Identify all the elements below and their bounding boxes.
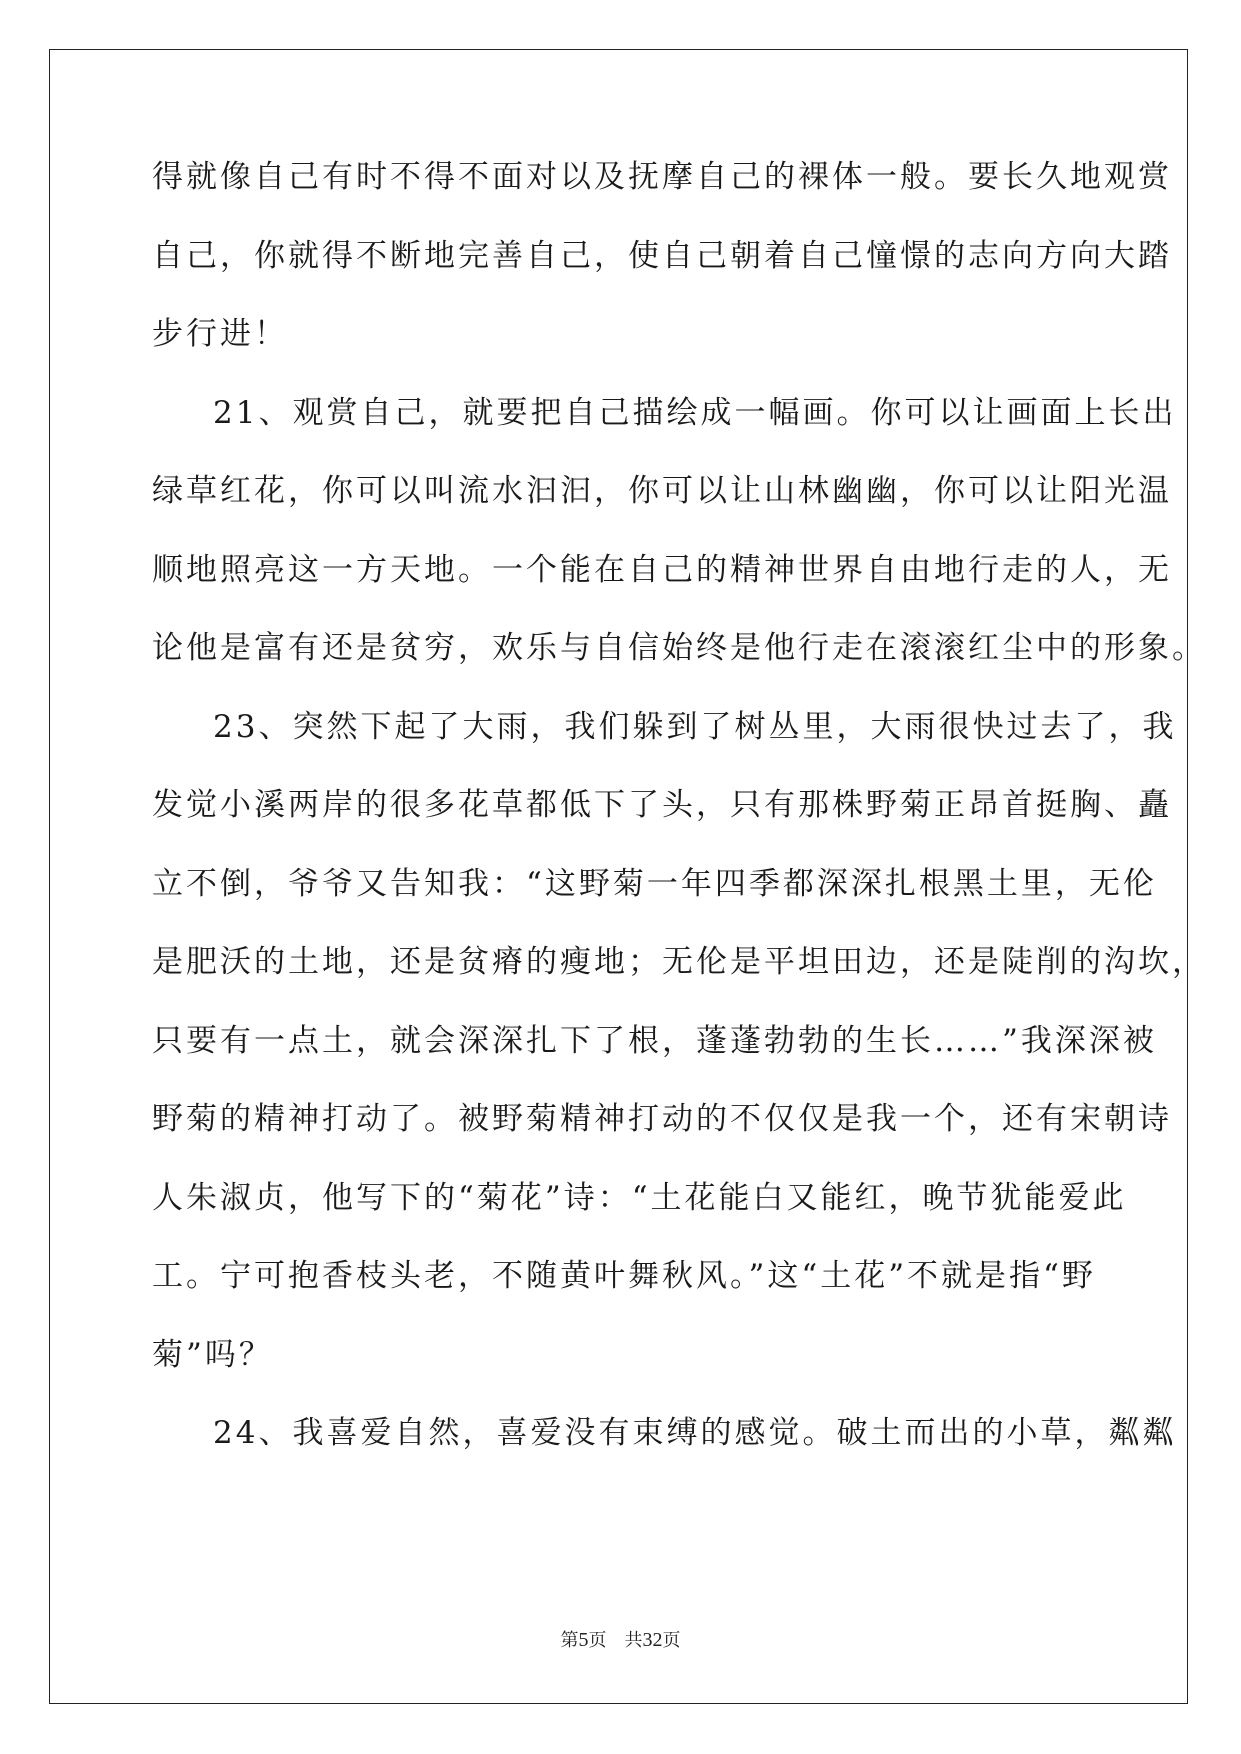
paragraph-21-start: 21、观赏自己，就要把自己描绘成一幅画。你可以让画面上长出 [213, 394, 1177, 431]
text-line: 发觉小溪两岸的很多花草都低下了头，只有那株野菊正昂首挺胸、矗 [152, 787, 1172, 823]
page-footer [0, 1626, 1241, 1652]
text-line: 顺地照亮这一方天地。一个能在自己的精神世界自由地行走的人，无 [152, 551, 1172, 588]
text-line: 绿草红花，你可以叫流水汩汩，你可以让山林幽幽，你可以让阳光温 [152, 473, 1172, 509]
text-line: 菊”吗？ [152, 1336, 273, 1373]
text-line: 自己，你就得不断地完善自己，使自己朝着自己憧憬的志向方向大踏 [152, 237, 1172, 274]
text-line: 得就像自己有时不得不面对以及抚摩自己的裸体一般。要长久地观赏 [152, 159, 1172, 195]
text-line: 工。宁可抱香枝头老，不随黄叶舞秋风。”这“土花”不就是指“野 [152, 1258, 1096, 1294]
page-suffix: 页 [588, 1630, 607, 1651]
page-number: 5 [578, 1629, 589, 1651]
total-prefix: 共 [624, 1630, 643, 1651]
text-line: 立不倒，爷爷又告知我：“这野菊一年四季都深深扎根黑土里，无伦 [152, 865, 1157, 902]
total-pages: 32 [642, 1629, 663, 1651]
text-line: 是肥沃的土地，还是贫瘠的瘦地；无伦是平坦田边，还是陡削的沟坎， [152, 944, 1206, 980]
text-line: 论他是富有还是贫穷，欢乐与自信始终是他行走在滚滚红尘中的形象。 [152, 630, 1206, 666]
page-prefix: 第 [560, 1630, 579, 1651]
text-line: 人朱淑贞，他写下的“菊花”诗：“土花能白又能红，晚节犹能爱此 [152, 1179, 1127, 1216]
paragraph-23-start: 23、突然下起了大雨，我们躲到了树丛里，大雨很快过去了，我 [213, 708, 1177, 745]
paragraph-24-start: 24、我喜爱自然，喜爱没有束缚的感觉。破土而出的小草，粼粼 [213, 1415, 1177, 1451]
text-line: 只要有一点土，就会深深扎下了根，蓬蓬勃勃的生长……”我深深被 [152, 1022, 1157, 1059]
text-line: 步行进！ [152, 316, 288, 352]
total-suffix: 页 [662, 1630, 681, 1651]
document-body [152, 159, 1206, 1495]
text-line: 野菊的精神打动了。被野菊精神打动的不仅仅是我一个，还有宋朝诗 [152, 1101, 1172, 1137]
